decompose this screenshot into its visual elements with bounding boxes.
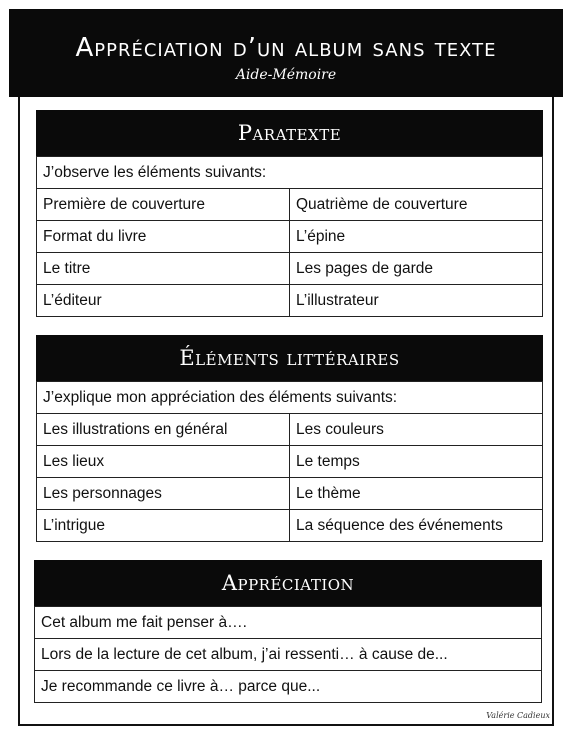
page-subtitle: Aide-Mémoire [235,67,337,83]
table-row [35,639,542,671]
table-cell: Les illustrations en général [37,414,290,446]
table-row [37,253,543,285]
table-cell: Format du livre [37,221,290,253]
table-cell: Les couleurs [290,414,543,446]
table-row [37,189,543,221]
table-row [37,510,543,542]
table-cell: La séquence des événements [290,510,543,542]
table-row [35,671,542,703]
table-cell: Les lieux [37,446,290,478]
appreciation-line: Cet album me fait penser à…. [35,607,542,639]
table-cell: L’épine [290,221,543,253]
section-heading: Éléments littéraires [36,335,543,381]
table-row [37,157,543,189]
section-paratexte [36,110,543,317]
section-appreciation [34,560,542,703]
table-cell: Le temps [290,446,543,478]
section-intro: J’explique mon appréciation des éléments suivants: [37,382,543,414]
title-banner [9,9,563,97]
table-row [37,382,543,414]
table-row [37,221,543,253]
appreciation-line: Je recommande ce livre à… parce que... [35,671,542,703]
table-cell: L’intrigue [37,510,290,542]
table-cell: Quatrième de couverture [290,189,543,221]
table-cell: Le titre [37,253,290,285]
table-row [37,478,543,510]
table-cell: Le thème [290,478,543,510]
table-cell: Première de couverture [37,189,290,221]
section-heading: Paratexte [36,110,543,156]
table-row [35,607,542,639]
page-title: Appréciation d’un album sans texte [75,33,497,63]
section-intro: J’observe les éléments suivants: [37,157,543,189]
table-row [37,414,543,446]
table-row [37,446,543,478]
table-cell: Les personnages [37,478,290,510]
table-row [37,285,543,317]
appreciation-line: Lors de la lecture de cet album, j’ai ressenti… à cause de... [35,639,542,671]
section-table [34,606,542,703]
section-elements-litteraires [36,335,543,542]
section-table [36,156,543,317]
author-credit: Valérie Cadieux [486,711,550,720]
section-heading: Appréciation [34,560,542,606]
section-table [36,381,543,542]
table-cell: Les pages de garde [290,253,543,285]
table-cell: L’éditeur [37,285,290,317]
table-cell: L’illustrateur [290,285,543,317]
